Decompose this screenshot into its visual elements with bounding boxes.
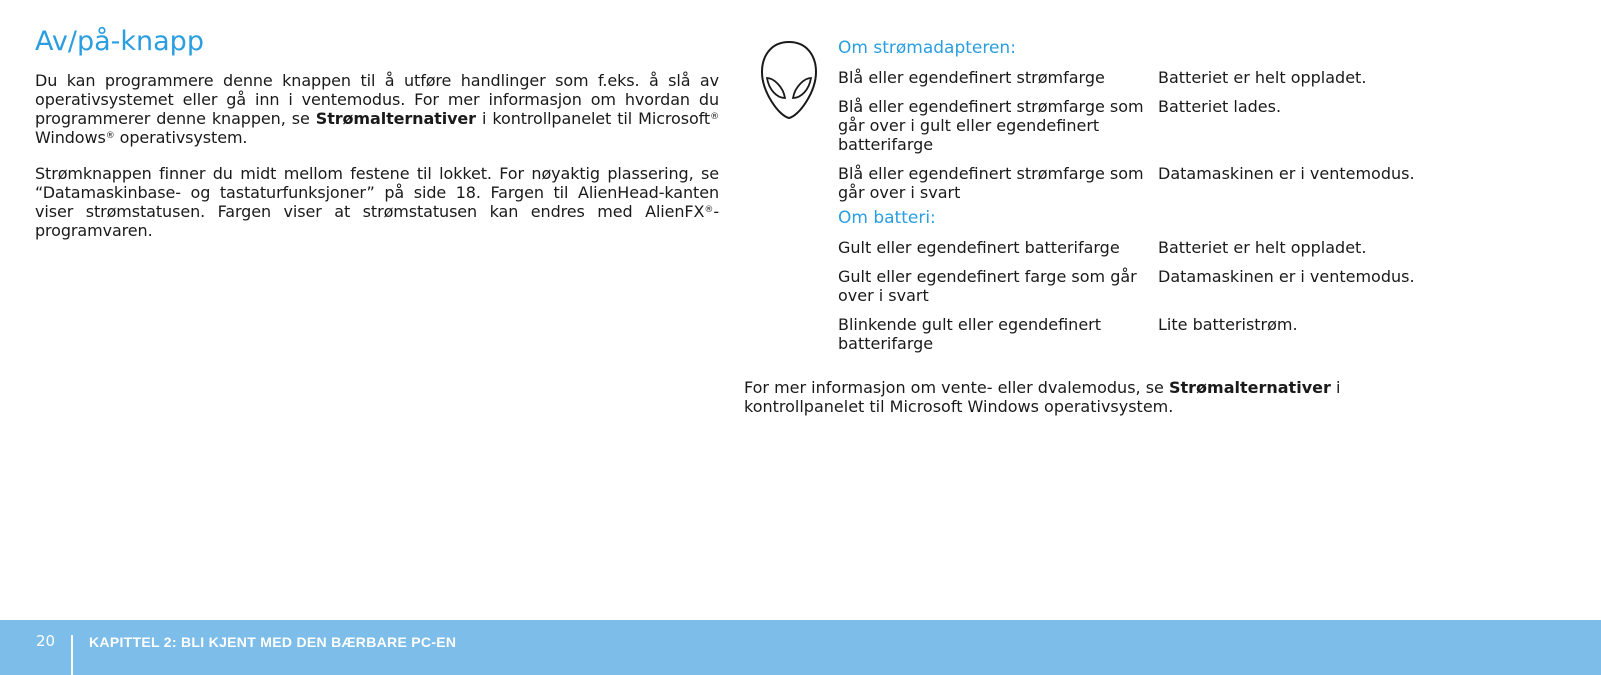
table-row <box>838 267 1458 305</box>
table-row <box>838 315 1458 353</box>
light-meaning: Batteriet er helt oppladet. <box>1158 238 1367 257</box>
para2-text-before: Strømknappen finner du midt mellom festene til lokket. For nøyaktig plassering, se “Datamaskinbase- og tastaturfunksjoner” på side 18. Fargen til AlienHead-kanten viser strømstatusen. Fargen viser at strømstatusen kan endres med AlienFX <box>35 164 719 221</box>
para1-text-after: operativsystem. <box>114 128 248 147</box>
table-row <box>838 238 1458 257</box>
page-number: 20 <box>36 632 56 650</box>
light-meaning: Batteriet er helt oppladet. <box>1158 68 1367 87</box>
para1-text-mid: i kontrollpanelet til Microsoft <box>475 109 711 128</box>
paragraph-programming <box>35 71 719 147</box>
light-meaning: Datamaskinen er i ventemodus. <box>1158 164 1415 183</box>
battery-heading: Om batteri: <box>838 208 936 228</box>
page-title: Av/på-knapp <box>35 26 204 57</box>
light-meaning: Lite batteristrøm. <box>1158 315 1298 334</box>
power-options-link-text: Strømalternativer <box>315 109 476 128</box>
para2-text-after: -programvaren. <box>35 202 719 240</box>
paragraph-location <box>35 164 719 240</box>
light-state: Blinkende gult eller egendefinert batterifarge <box>838 315 1102 353</box>
chapter-title: KAPITTEL 2: BLI KJENT MED DEN BÆRBARE PC-EN <box>89 634 457 650</box>
alien-head-icon <box>759 40 819 120</box>
table-row <box>838 97 1458 154</box>
registered-mark: ® <box>105 131 115 141</box>
left-column <box>35 26 719 257</box>
note-text-after: i kontrollpanelet til Microsoft Windows operativsystem. <box>744 378 1341 416</box>
sleep-mode-note <box>744 378 1404 416</box>
divider <box>71 635 73 675</box>
power-options-link-text: Strømalternativer <box>1168 378 1331 397</box>
registered-mark: ® <box>710 112 719 122</box>
table-row <box>838 68 1458 87</box>
light-meaning: Datamaskinen er i ventemodus. <box>1158 267 1415 286</box>
light-state: Blå eller egendefinert strømfarge <box>838 68 1105 87</box>
light-state: Gult eller egendefinert farge som går over i svart <box>838 267 1137 305</box>
light-meaning: Batteriet lades. <box>1158 97 1282 116</box>
note-text-before: For mer informasjon om vente- eller dvalemodus, se <box>744 378 1169 397</box>
right-column <box>838 38 1458 363</box>
chapter-footer-bar <box>0 620 1601 675</box>
para1-text-before: Du kan programmere denne knappen til å utføre handlinger som f.eks. å slå av operativsystemet eller gå inn i ventemodus. For mer informasjon om hvordan du programmerer denne knappen, se <box>35 71 719 128</box>
light-state: Blå eller egendefinert strømfarge som går over i gult eller egendefinert batterifarge <box>838 97 1144 154</box>
para1-text-mid2: Windows <box>35 128 106 147</box>
adapter-heading: Om strømadapteren: <box>838 38 1016 58</box>
table-row <box>838 164 1458 202</box>
registered-mark: ® <box>704 205 714 215</box>
light-state: Blå eller egendefinert strømfarge som går over i svart <box>838 164 1144 202</box>
light-state: Gult eller egendefinert batterifarge <box>838 238 1120 257</box>
